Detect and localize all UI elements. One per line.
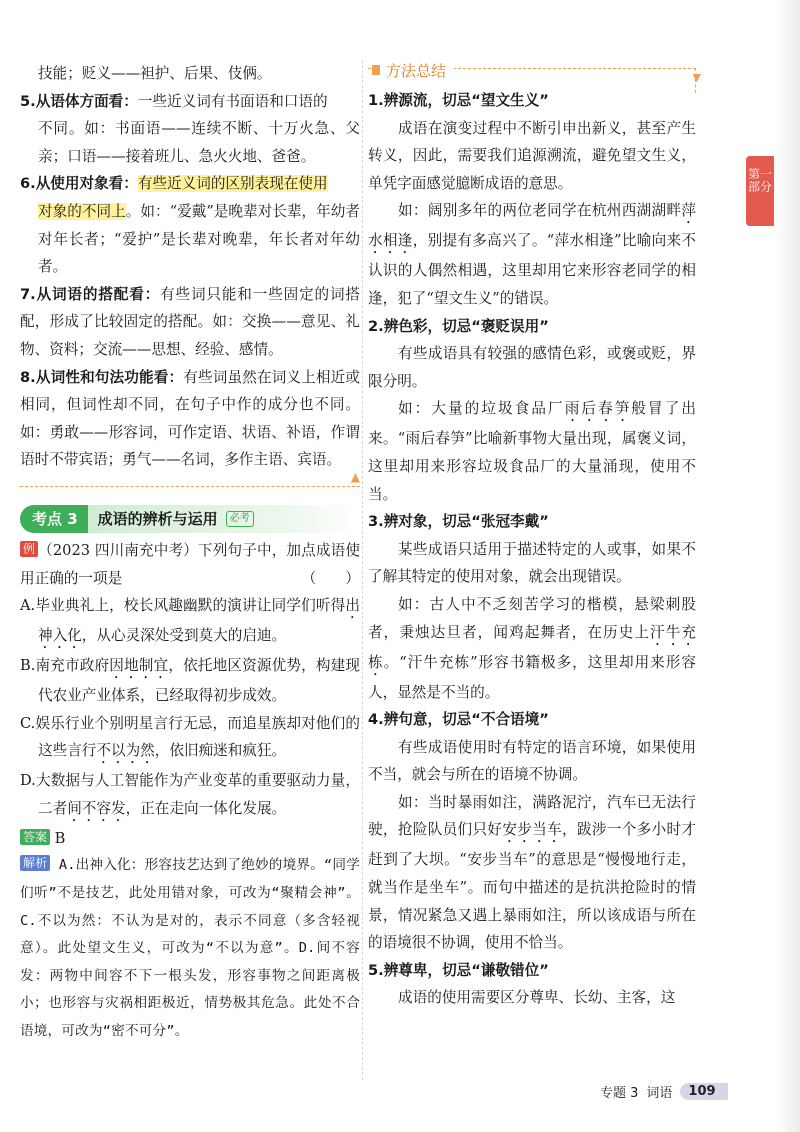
page-edge-shadow (774, 0, 800, 1132)
method-example (368, 395, 696, 508)
dotted-idiom: 汗牛充栋 (368, 623, 696, 671)
kaodian-header (20, 505, 360, 533)
option-a (20, 592, 360, 652)
point-6 (20, 170, 360, 198)
option-text: ，依旧痴迷和疯狂。 (154, 742, 287, 760)
method-section-5 (368, 957, 696, 1012)
dotted-idiom: 不以为然 (96, 742, 155, 760)
point-heading: 7.从词语的搭配看： (20, 285, 161, 303)
point-text: 。如：“爱戴”是晚辈对长辈，年幼者对年长者；“爱护”是长辈对晚辈，年长者对年幼者。 (38, 202, 360, 276)
point-6-continued (20, 198, 360, 281)
example-text: 如：大量的垃圾食品厂 (398, 400, 565, 418)
example-text: ，别提有多高兴了。“萍水相逢”比喻向来不认识的人偶然相遇，这里却用它来形容老同学的相逢，犯了“望文生义”的错误。 (368, 232, 696, 307)
analysis-label: 解析 (20, 855, 50, 871)
point-heading: 6.从使用对象看： (20, 175, 138, 193)
option-text: ，从心灵深处受到莫大的启迪。 (81, 627, 287, 645)
option-b (20, 652, 360, 710)
part-side-tab: 第一部分 (746, 156, 774, 226)
dotted-idiom: 萍水相逢 (368, 202, 696, 250)
example-text: ，跋涉一个多小时才赶到了大坝。“安步当车”的意思是“慢慢地行走，就当作是坐车”。而句中描述的是抗洪抢险时的情景，情况紧急又遇上暴雨如注，所以该成语与所在的语境很不协调，使用不恰当。 (368, 821, 696, 952)
option-d (20, 767, 360, 825)
footer-topic-name: 词语 (646, 1086, 673, 1101)
example-source: （2023 四川南充中考） (38, 541, 198, 559)
answer-value: B (54, 829, 66, 847)
example-question: 下列句子中，加点成语使用正确的一项是 (20, 541, 360, 587)
right-column (368, 60, 701, 1012)
point-text: 有些词虽然在词义上相近或相同，但词性却不同，在句子中作的成分也不同。如：勇敢——形容词，可作定语、状语、补语，作谓语时不带宾语；勇气——名词，多作主语、宾语。 (20, 368, 360, 469)
option-text: ，依托地区资源优势，构建现代农业产业体系，已经取得初步成效。 (38, 657, 360, 705)
method-section-3 (368, 508, 696, 706)
option-text: B.南充市政府 (20, 657, 110, 675)
method-example (368, 591, 696, 706)
option-text: ，正在走向一体化发展。 (125, 799, 287, 817)
dotted-idiom: 出神入化 (38, 597, 360, 645)
example-text: 。“汗牛充栋”形容书籍极多，这里却用来形容人，显然是不当的。 (368, 653, 696, 701)
option-text: D.大数据与人工智能作为产业变革的重要驱动力量，二者 (20, 772, 360, 817)
point-7 (20, 281, 360, 364)
kaodian-title: 成语的辨析与运用 (97, 510, 218, 529)
method-paragraph: 某些成语只适用于描述特定的人或事，如果不了解其特定的使用对象，就会出现错误。 (368, 540, 696, 586)
point-5-continued: 不同。如：书面语——连续不断、十万火急、父亲；口语——接着班儿、急火火地、爸爸。 (38, 120, 360, 165)
option-text: C.娱乐行业个别明星言行无忌，而追星族却对他们的这些言行 (20, 714, 360, 760)
footer-topic: 专题 3 (600, 1086, 639, 1101)
method-heading-text: 2.辨色彩，切忌“褒贬误用” (368, 317, 549, 335)
method-section-2 (368, 313, 696, 509)
method-example (368, 197, 696, 312)
dotted-idiom: 雨后春笋 (564, 400, 632, 418)
method-paragraph: 成语在演变过程中不断引申出新义，甚至产生转义，因此，需要我们追源溯流，避免望文生义，单凭字面感觉臆断成语的意思。 (368, 119, 696, 192)
method-example (368, 789, 696, 957)
highlighted-text: 有些近义词的区别表现在使用 (137, 175, 328, 193)
method-section-1 (368, 87, 696, 313)
answer-blank: （ ） (301, 569, 360, 587)
dotted-idiom: 安步当车 (502, 821, 563, 839)
left-column (20, 60, 360, 1046)
method-heading (368, 313, 696, 341)
point-text: 一些近义词有书面语和口语的 (137, 92, 328, 110)
method-section-4 (368, 706, 696, 957)
method-heading-text: 3.辨对象，切忌“张冠李戴” (368, 513, 549, 531)
analysis (20, 852, 360, 1045)
answer-label: 答案 (20, 829, 50, 845)
example-text: 如：当时暴雨如注，满路泥泞，汽车已无法行驶，抢险队员们只好 (368, 793, 696, 839)
answer (20, 825, 360, 853)
arrow-up-icon: ▲ (350, 469, 360, 484)
kaodian-label: 考点 3 (20, 505, 88, 533)
method-heading-text: 5.辨尊卑，切忌“谦敬错位” (368, 961, 549, 979)
method-paragraph: 有些成语使用时有特定的语言环境，如果使用不当，就会与所在的语境不协调。 (368, 738, 696, 784)
point-text: 有些词只能和一些固定的词搭配，形成了比较固定的搭配。如：交换——意见、礼物、资料；交流——思想、经验、感情。 (20, 285, 360, 358)
example-text: 如：古人中不乏刻苦学习的楷模，悬梁刺股者，秉烛达旦者，闻鸡起舞者，在历史上 (368, 595, 696, 641)
method-heading-text: 1.辨源流，切忌“望文生义” (368, 92, 549, 109)
method-box-title-wrap (372, 60, 454, 81)
example-text: 般冒了出来。“雨后春笋”比喻新事物大量出现，属褒义词，这里却用来形容垃圾食品厂的大量涌现，使用不当。 (368, 400, 696, 503)
highlighted-text: 对象的不同上 (38, 202, 126, 220)
kaodian-tag: 必考 (226, 511, 254, 527)
column-divider (362, 60, 363, 1080)
page-footer (600, 1082, 728, 1101)
section-end-dashed-line (20, 469, 360, 487)
method-heading (368, 706, 696, 734)
dotted-idiom: 因地制宜 (109, 657, 169, 675)
page-number: 109 (680, 1083, 727, 1100)
method-paragraph: 成语的使用需要区分尊卑、长幼、主客，这 (398, 989, 676, 1007)
method-heading (368, 508, 696, 536)
point-5 (20, 88, 360, 116)
analysis-text: A.出神入化：形容技艺达到了绝妙的境界。“同学们听”不是技艺，此处用错对象，可改为“聚精会神”。C.不以为然：不认为是对的，表示不同意（多含轻视意）。此处望文生义，可改为“不以为意”。D.间不容发：两物中间容不下一根头发，形容事物之间距离极小；也形容与灾祸相距极近，情势极其危急。此处不合语境，可改为“密不可分”。 (20, 857, 361, 1040)
method-box-title: 方法总结 (386, 61, 447, 80)
point-8 (20, 364, 360, 474)
method-heading (368, 957, 696, 985)
dotted-idiom: 间不容发 (67, 799, 126, 817)
option-c (20, 710, 360, 768)
example-text: 如：阔别多年的两位老同学在杭州西湖湖畔 (398, 202, 682, 220)
example-label: 例 (20, 541, 38, 557)
example-stem (20, 537, 360, 592)
method-paragraph: 有些成语具有较强的感情色彩，或褒或贬，界限分明。 (368, 345, 696, 390)
point-heading: 5.从语体方面看： (20, 92, 138, 110)
text-line: 技能；贬义——袒护、后果、伎俩。 (38, 65, 272, 82)
method-heading-text: 4.辨句意，切忌“不合语境” (368, 711, 549, 729)
point-heading: 8.从词性和句法功能看： (20, 368, 184, 386)
method-box-header (368, 61, 701, 93)
bookmark-icon (372, 65, 380, 75)
option-text: A.毕业典礼上，校长风趣幽默的演讲让同学们听得 (20, 597, 346, 615)
arrow-down-icon: ▼ (692, 71, 701, 84)
